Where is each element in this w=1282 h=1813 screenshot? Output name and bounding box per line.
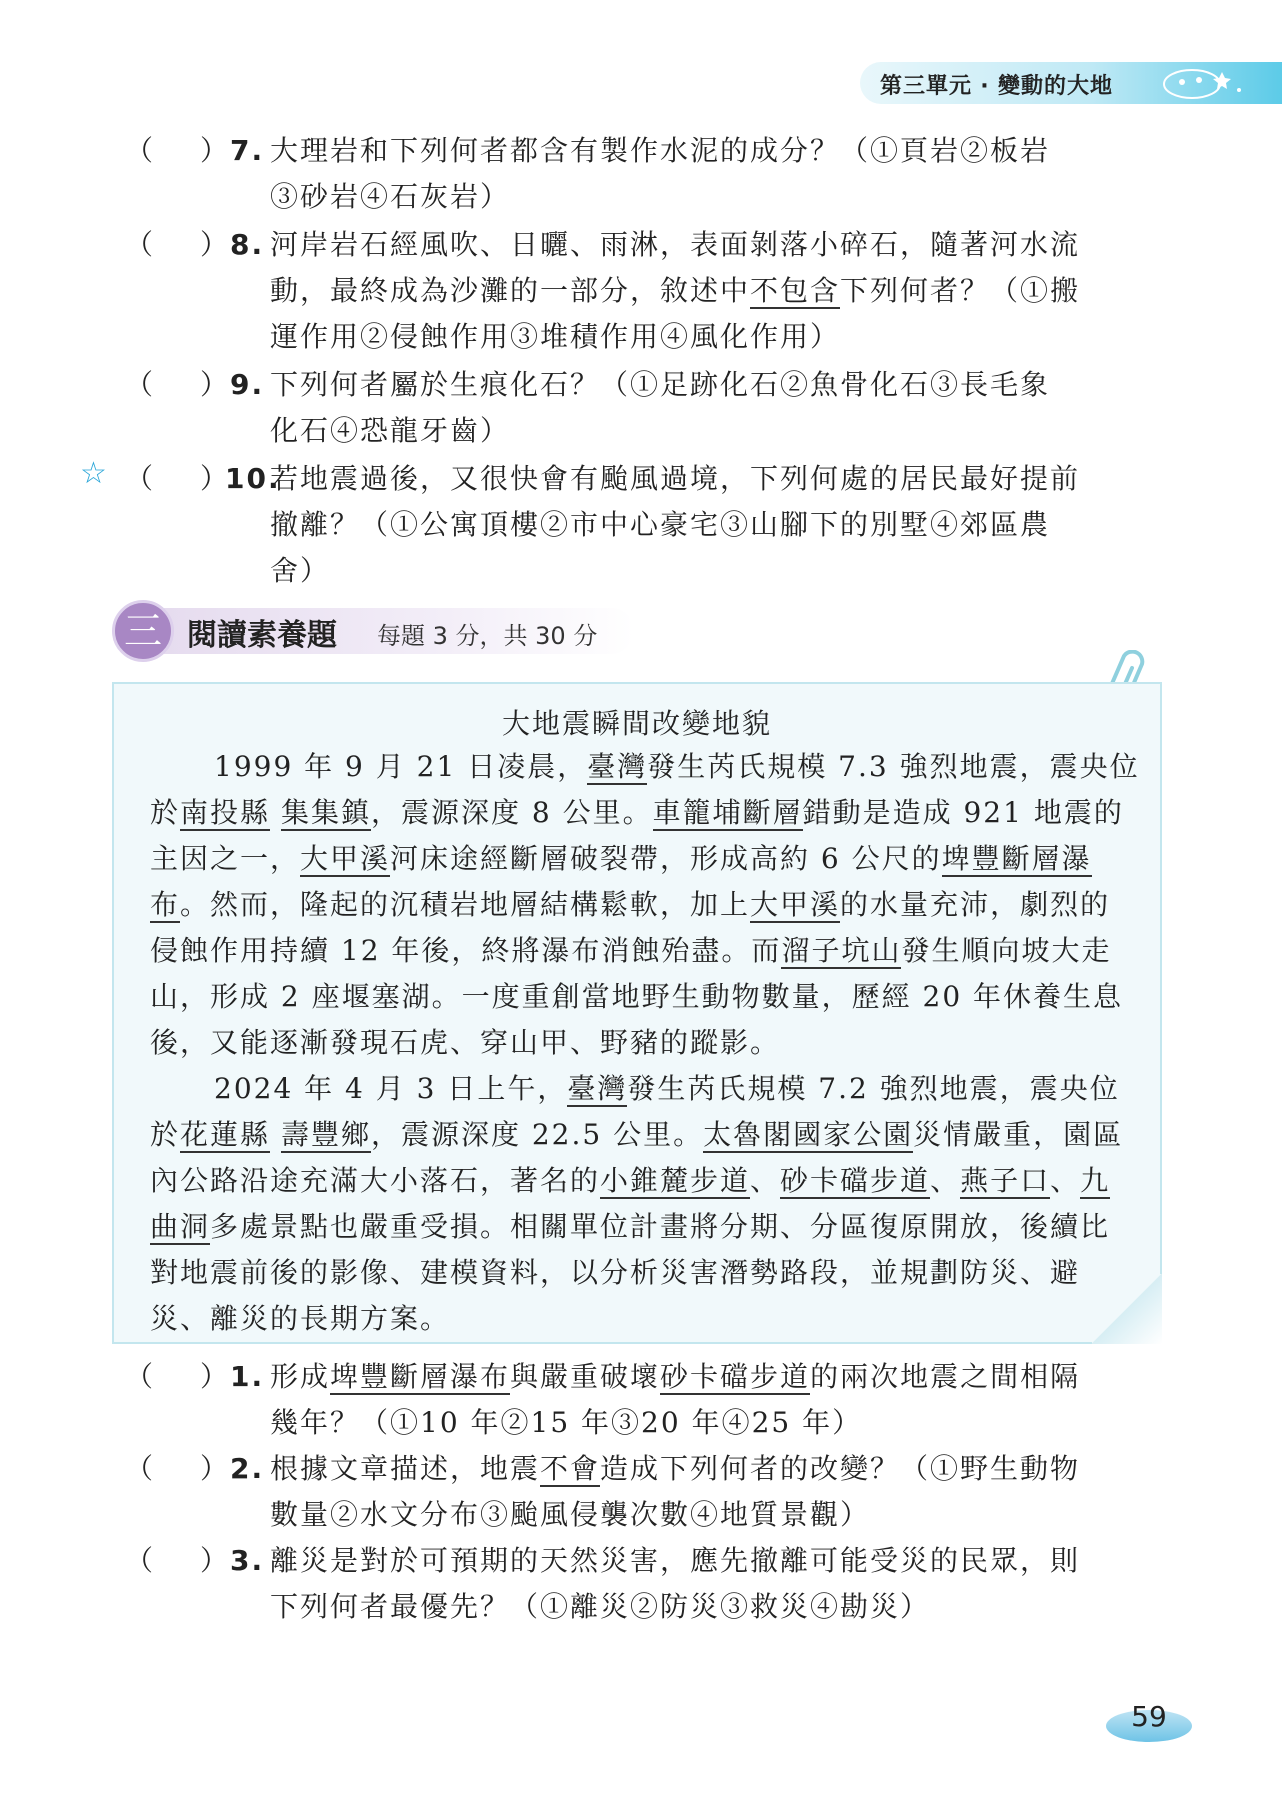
question-number: 10.: [225, 462, 281, 495]
question-line: 幾年？（①10 年②15 年③20 年④25 年）: [270, 1406, 863, 1439]
page-curl: [1092, 1274, 1162, 1344]
question-line: 若地震過後，又很快會有颱風過境，下列何處的居民最好提前: [270, 462, 1081, 495]
question-number: 1.: [230, 1360, 265, 1393]
question-line: 運作用②侵蝕作用③堆積作用④風化作用）: [270, 320, 841, 353]
question-number: 2.: [230, 1452, 265, 1485]
reading-question-3: （ ） 3. 離災是對於可預期的天然災害，應先撤離可能受災的民眾，則 下列何者最優先？（①離災②防災③救災④勘災）: [125, 1538, 1175, 1630]
question-number: 8.: [230, 228, 265, 261]
answer-paren-left[interactable]: （: [125, 1360, 156, 1393]
question-line: 河岸岩石經風吹、日曬、雨淋，表面剝落小碎石，隨著河水流: [270, 228, 1081, 261]
underlined-keyword: 不包含: [750, 274, 841, 307]
question-8: （ ） 8. 河岸岩石經風吹、日曬、雨淋，表面剝落小碎石，隨著河水流 動，最終成為沙灘的一部分，敘述中不包含下列何者？（①搬 運作用②侵蝕作用③堆積作用④風化作用）: [125, 222, 1175, 360]
star-icon: ☆: [80, 456, 107, 491]
answer-paren-left[interactable]: （: [125, 228, 156, 261]
question-line: 下列何者？（①搬: [840, 274, 1081, 307]
section-header: [112, 600, 632, 662]
passage-paragraph: 1999 年 9 月 21 日凌晨，臺灣發生芮氏規模 7.3 強烈地震，震央位於南投縣 集集鎮，震源深度 8 公里。車籠埔斷層錯動是造成 921 地震的主因之一，大甲溪河床途經斷層破裂帶，形成高約 6 公尺的埤豐斷層瀑布。然而，隆起的沉積岩地層結構鬆軟，加上大甲溪的水量充沛，劇烈的侵蝕作用持續 12 年後，終將瀑布消蝕殆盡。而溜子坑山發生順向坡大走山，形成 2 座堰塞湖。一度重創當地野生動物數量，歷經 20 年休養生息後，又能逐漸發現石虎、穿山甲、野豬的蹤影。: [150, 750, 1140, 1059]
section-score: 每題 3 分，共 30 分: [377, 622, 598, 650]
answer-paren-left[interactable]: （: [125, 1452, 156, 1485]
question-line: 大理岩和下列何者都含有製作水泥的成分？（①頁岩②板岩: [270, 134, 1051, 167]
section-title: 閱讀素養題: [187, 618, 337, 653]
page-number-badge: [1106, 1700, 1192, 1740]
answer-paren-left[interactable]: （: [125, 134, 156, 167]
chapter-title: 第三單元 ‧ 變動的大地: [880, 74, 1113, 99]
section-number-badge: 三: [112, 600, 174, 662]
space-doodle-icon: [1137, 62, 1252, 104]
reading-question-2: （ ） 2. 根據文章描述，地震不會造成下列何者的改變？（①野生動物 數量②水文分布③颱風侵襲次數④地質景觀）: [125, 1446, 1175, 1538]
question-10: （ ） 10. 若地震過後，又很快會有颱風過境，下列何處的居民最好提前 撤離？（①公寓頂樓②市中心豪宅③山腳下的別墅④郊區農 舍）: [125, 456, 1175, 594]
question-line: 動，最終成為沙灘的一部分，敘述中: [270, 274, 751, 307]
question-number: 3.: [230, 1544, 265, 1577]
reading-question-1: （ ） 1. 形成埤豐斷層瀑布與嚴重破壞砂卡礑步道的兩次地震之間相隔 幾年？（①10 年②15 年③20 年④25 年）: [125, 1354, 1175, 1446]
question-number: 9.: [230, 368, 265, 401]
answer-paren-left[interactable]: （: [125, 368, 156, 401]
question-line: ③砂岩④石灰岩）: [270, 180, 511, 213]
question-line: 化石④恐龍牙齒）: [270, 414, 511, 447]
answer-paren-left[interactable]: （: [125, 462, 156, 495]
question-9: （ ） 9. 下列何者屬於生痕化石？（①足跡化石②魚骨化石③長毛象 化石④恐龍牙齒）: [125, 362, 1175, 454]
chapter-header: [860, 62, 1282, 104]
question-line: 下列何者屬於生痕化石？（①足跡化石②魚骨化石③長毛象: [270, 368, 1051, 401]
question-number: 7.: [230, 134, 265, 167]
question-line: 舍）: [270, 554, 331, 587]
page-number: 59: [1131, 1700, 1167, 1733]
question-line: 撤離？（①公寓頂樓②市中心豪宅③山腳下的別墅④郊區農: [270, 508, 1051, 541]
answer-paren-left[interactable]: （: [125, 1544, 156, 1577]
question-line: 下列何者最優先？（①離災②防災③救災④勘災）: [270, 1590, 931, 1623]
reading-passage: [112, 682, 1162, 1344]
question-7: （ ） 7. 大理岩和下列何者都含有製作水泥的成分？（①頁岩②板岩 ③砂岩④石灰岩）: [125, 128, 1175, 220]
passage-title: 大地震瞬間改變地貌: [501, 707, 772, 740]
passage-paragraph: 2024 年 4 月 3 日上午，臺灣發生芮氏規模 7.2 強烈地震，震央位於花蓮縣 壽豐鄉，震源深度 22.5 公里。太魯閣國家公園災情嚴重，園區內公路沿途充滿大小落石，著名的小錐麓步道、砂卡礑步道、燕子口、九曲洞多處景點也嚴重受損。相關單位計畫將分期、分區復原開放，後續比對地震前後的影像、建模資料，以分析災害潛勢路段，並規劃防災、避災、離災的長期方案。: [150, 1072, 1124, 1335]
question-line: 數量②水文分布③颱風侵襲次數④地質景觀）: [270, 1498, 871, 1531]
